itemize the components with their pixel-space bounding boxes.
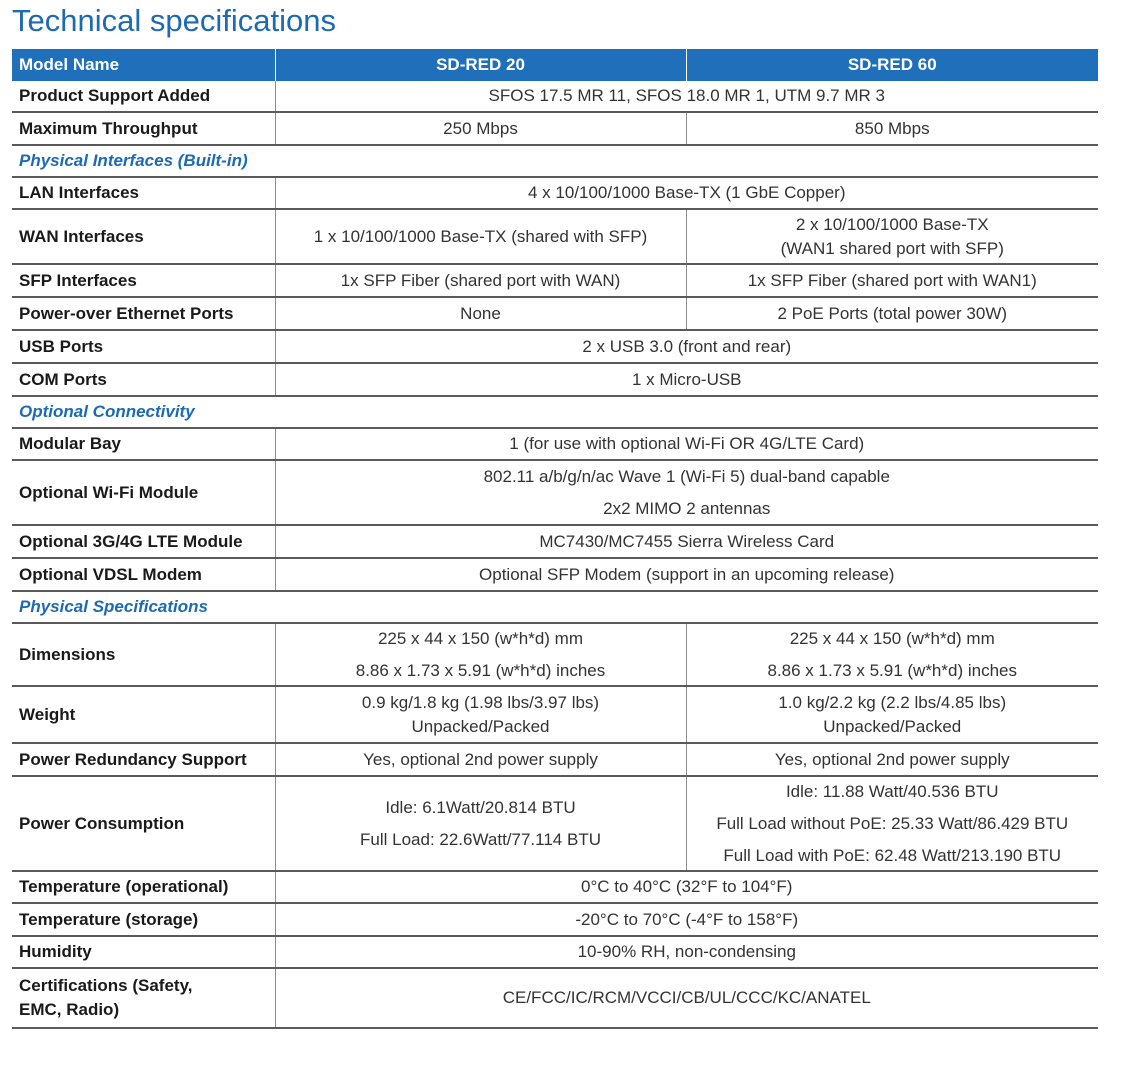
row-label: Optional 3G/4G LTE Module (12, 525, 275, 558)
value-line: 2x2 MIMO 2 antennas (603, 498, 771, 518)
row-label: USB Ports (12, 330, 275, 363)
value-model-a (275, 623, 686, 686)
row-label: LAN Interfaces (12, 177, 275, 209)
row-value: 1 x Micro-USB (631, 369, 742, 389)
value-model-b: 2 PoE Ports (total power 30W) (686, 297, 1098, 330)
row-label: Optional Wi-Fi Module (12, 460, 275, 525)
row-temp-storage (12, 903, 1098, 936)
value-model-b: 1x SFP Fiber (shared port with WAN1) (686, 264, 1098, 297)
value-line: (WAN1 shared port with SFP) (780, 238, 1004, 258)
value-model-a: Yes, optional 2nd power supply (363, 749, 598, 769)
value-model-b (686, 209, 1098, 264)
row-label: Power Redundancy Support (12, 743, 275, 776)
header-model-a: SD-RED 20 (275, 49, 686, 81)
value-model-b: 850 Mbps (686, 112, 1098, 145)
row-label: Power Consumption (12, 776, 275, 871)
header-model-b: SD-RED 60 (686, 49, 1098, 81)
row-value: 4 x 10/100/1000 Base-TX (1 GbE Copper) (527, 183, 846, 202)
row-value: CE/FCC/IC/RCM/VCCI/CB/UL/CCC/KC/ANATEL (502, 988, 871, 1007)
value-model-a: 250 Mbps (443, 118, 518, 138)
row-value: 2 x USB 3.0 (front and rear) (582, 336, 792, 356)
row-value: 1 (for use with optional Wi-Fi OR 4G/LTE Card) (509, 434, 865, 453)
value-line: Full Load without PoE: 25.33 Watt/86.429 BTU (716, 813, 1069, 833)
row-value: -20°C to 70°C (-4°F to 158°F) (575, 909, 799, 929)
value-line: 802.11 a/b/g/n/ac Wave 1 (Wi-Fi 5) dual-band capable (483, 466, 890, 486)
value-line: 2 x 10/100/1000 Base-TX (795, 214, 989, 234)
row-power-redundancy (12, 743, 1098, 776)
row-label: Weight (12, 686, 275, 743)
row-product-support (12, 81, 1098, 112)
value-line: 225 x 44 x 150 (w*h*d) mm (789, 628, 995, 648)
value-line: 0.9 kg/1.8 kg (1.98 lbs/3.97 lbs) (361, 692, 600, 712)
value-line: Idle: 11.88 Watt/40.536 BTU (785, 781, 999, 801)
value-line: 225 x 44 x 150 (w*h*d) mm (377, 628, 584, 648)
value-line: 8.86 x 1.73 x 5.91 (w*h*d) inches (355, 660, 606, 680)
label-line: Certifications (Safety, (19, 976, 193, 995)
value-model-b (686, 776, 1098, 871)
value-model-b (686, 623, 1098, 686)
row-weight (12, 686, 1098, 743)
value-model-a (275, 686, 686, 743)
row-modular-bay (12, 428, 1098, 460)
row-value: 10-90% RH, non-condensing (577, 942, 796, 961)
section-heading: Physical Interfaces (Built-in) (19, 151, 248, 170)
row-label: Humidity (12, 936, 275, 968)
value-model-a: None (460, 303, 501, 323)
row-label: WAN Interfaces (12, 209, 275, 264)
section-row (12, 145, 1098, 177)
value-line: Unpacked/Packed (823, 716, 962, 736)
value-line: Full Load with PoE: 62.48 Watt/213.190 BTU (723, 845, 1062, 865)
row-com (12, 363, 1098, 396)
row-sfp (12, 264, 1098, 297)
row-throughput (12, 112, 1098, 145)
row-humidity (12, 936, 1098, 968)
label-line: EMC, Radio) (19, 1000, 120, 1019)
value-model-a (275, 776, 686, 871)
row-poe (12, 297, 1098, 330)
row-label: Dimensions (12, 623, 275, 686)
value-line: 1.0 kg/2.2 kg (2.2 lbs/4.85 lbs) (778, 692, 1007, 712)
value-line: Idle: 6.1Watt/20.814 BTU (385, 797, 576, 817)
row-value: MC7430/MC7455 Sierra Wireless Card (539, 531, 835, 551)
section-heading: Optional Connectivity (19, 402, 195, 421)
row-usb (12, 330, 1098, 363)
row-power-consumption (12, 776, 1098, 871)
value-line: Full Load: 22.6Watt/77.114 BTU (360, 829, 601, 849)
value-model-b: Yes, optional 2nd power supply (686, 743, 1098, 776)
row-label: Modular Bay (12, 428, 275, 460)
row-lan (12, 177, 1098, 209)
section-row (12, 396, 1098, 428)
section-row (12, 591, 1098, 623)
row-wifi (12, 460, 1098, 525)
row-label: Temperature (operational) (12, 871, 275, 903)
row-certifications (12, 968, 1098, 1028)
page-title: Technical specifications (12, 3, 336, 38)
row-wan (12, 209, 1098, 264)
row-vdsl (12, 558, 1098, 591)
row-value: Optional SFP Modem (support in an upcoming release) (479, 564, 895, 584)
row-label: Power-over Ethernet Ports (12, 297, 275, 330)
spec-table (12, 49, 1098, 1029)
row-label: COM Ports (12, 363, 275, 396)
section-heading: Physical Specifications (19, 597, 208, 616)
value-model-a: 1x SFP Fiber (shared port with WAN) (340, 270, 621, 290)
table-header-row (12, 49, 1098, 81)
row-label: Maximum Throughput (12, 112, 275, 145)
row-label: Temperature (storage) (12, 903, 275, 936)
row-label (12, 968, 275, 1028)
header-label: Model Name (12, 49, 275, 81)
value-model-a: 1 x 10/100/1000 Base-TX (shared with SFP) (313, 226, 648, 246)
value-model-b (686, 686, 1098, 743)
row-value: 0°C to 40°C (32°F to 104°F) (581, 877, 793, 896)
row-lte (12, 525, 1098, 558)
row-label: Product Support Added (12, 81, 275, 112)
row-label: SFP Interfaces (12, 264, 275, 297)
row-temp-operational (12, 871, 1098, 903)
row-value (275, 460, 1098, 525)
value-line: 8.86 x 1.73 x 5.91 (w*h*d) inches (767, 660, 1017, 680)
value-line: Unpacked/Packed (411, 716, 550, 736)
row-label: Optional VDSL Modem (12, 558, 275, 591)
row-dimensions (12, 623, 1098, 686)
row-value: SFOS 17.5 MR 11, SFOS 18.0 MR 1, UTM 9.7 MR 3 (488, 86, 885, 105)
